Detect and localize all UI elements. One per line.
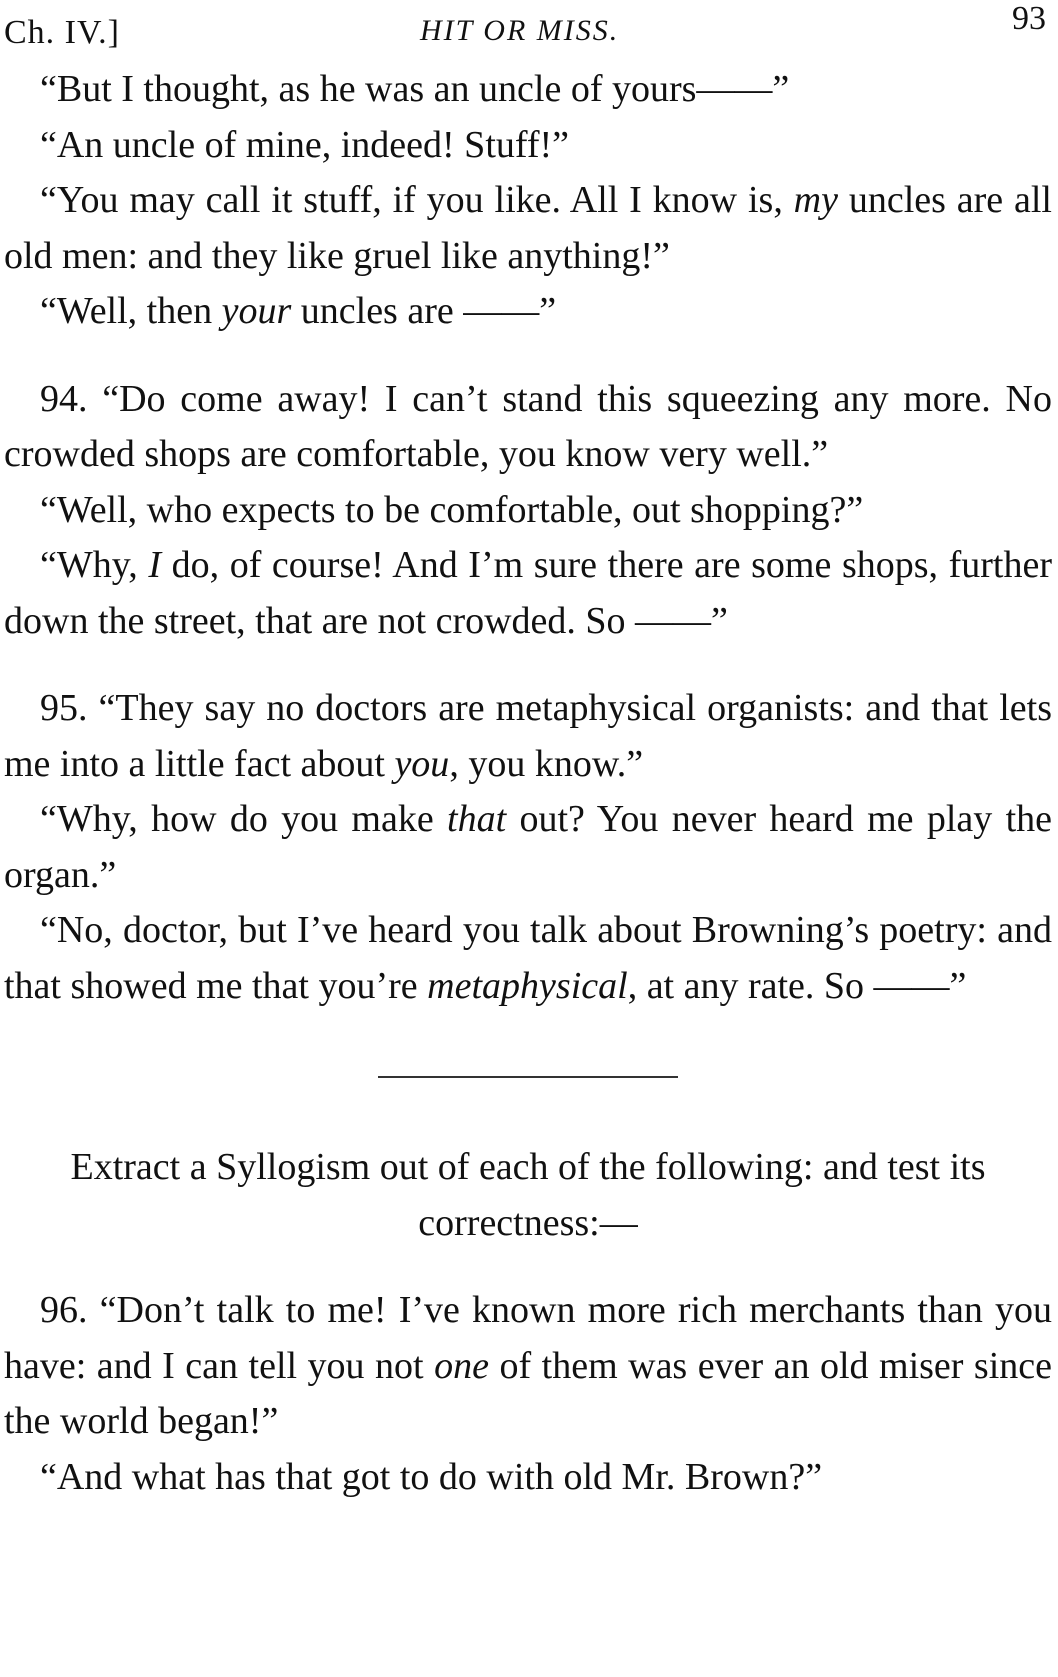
- text-run: do, of course! And I’m sure there are some shops, further down the street, that are not crowded. So ——”: [4, 544, 1052, 642]
- emphasis: that: [447, 798, 507, 840]
- emphasis: your: [221, 290, 292, 332]
- dialogue-line: [4, 284, 1052, 340]
- text-run: uncles are ——”: [291, 290, 557, 332]
- dialogue-line: [4, 792, 1052, 903]
- dialogue-line: “An uncle of mine, indeed! Stuff!”: [40, 123, 570, 166]
- spacer: [4, 649, 1052, 681]
- spacer: [4, 1251, 1052, 1283]
- text-run: , at any rate. So ——”: [627, 964, 967, 1007]
- exercise-95: [4, 681, 1052, 792]
- text-run: out? You never heard me play the organ.”: [4, 798, 1052, 896]
- running-title: HIT OR MISS.: [420, 14, 620, 47]
- spacer: [4, 1078, 1052, 1140]
- text-run: “No, doctor, but I’ve heard you talk about Browning’s poetry: and that showed me that you’re: [4, 909, 1052, 1007]
- page-body: [4, 62, 1052, 1505]
- emphasis: my: [793, 179, 838, 221]
- text-run: “Why,: [40, 544, 149, 586]
- dialogue-line: “But I thought, as he was an uncle of yours——”: [40, 68, 790, 110]
- page-number: 93: [1012, 0, 1046, 37]
- emphasis: I: [148, 544, 162, 586]
- emphasis: one: [434, 1344, 489, 1387]
- emphasis: you: [394, 742, 450, 785]
- text-run: “Well, then: [40, 290, 222, 332]
- page-header: [0, 0, 1058, 60]
- text-run: of them was ever an old miser since the world began!”: [4, 1344, 1053, 1442]
- text-run: “You may call it stuff, if you like. All I know is,: [40, 179, 794, 221]
- text-run: uncles are all old men: and they like gruel like anything!”: [4, 179, 1052, 277]
- text-run: , you know.”: [449, 742, 644, 785]
- exercise-94: 94. “Do come away! I can’t stand this squeezing any more. No crowded shops are comfortable, you know very well.”: [4, 377, 1052, 475]
- dialogue-line: [4, 903, 1052, 1014]
- text-run: “Why, how do you make: [40, 798, 448, 840]
- exercise-96: [4, 1283, 1052, 1450]
- text-run: 96. “Don’t talk to me! I’ve known more rich merchants than you have: and I can tell you not: [4, 1289, 1052, 1387]
- chapter-label: Ch. IV.]: [4, 14, 120, 51]
- spacer: [4, 1014, 1052, 1076]
- dialogue-line: “And what has that got to do with old Mr. Brown?”: [40, 1455, 823, 1498]
- dialogue-line: [4, 173, 1052, 284]
- instruction-heading: Extract a Syllogism out of each of the following: and test its correctness:—: [70, 1146, 986, 1244]
- dialogue-line: [4, 538, 1052, 649]
- text-run: 95. “They say no doctors are metaphysical organists: and that lets me into a little fact about: [4, 687, 1052, 785]
- spacer: [4, 340, 1052, 372]
- dialogue-line: “Well, who expects to be comfortable, out shopping?”: [40, 488, 864, 531]
- emphasis: metaphysical: [427, 964, 628, 1007]
